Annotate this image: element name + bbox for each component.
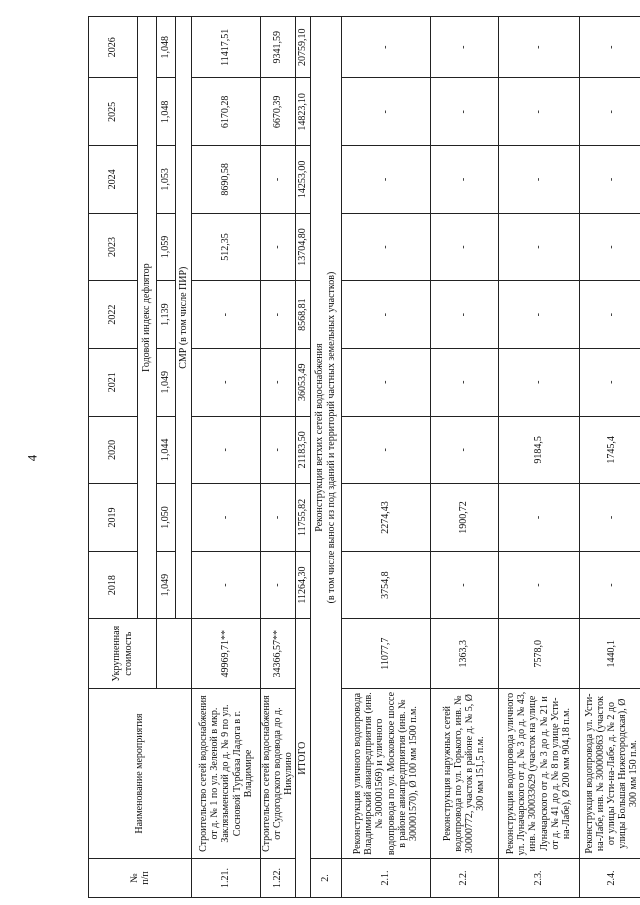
header-year: 2025: [89, 78, 138, 146]
row-value: -: [261, 281, 296, 349]
total-value: 13704,80: [295, 213, 310, 281]
total-value: 11755,82: [295, 484, 310, 552]
row-value: -: [341, 17, 430, 79]
table-row: [341, 17, 430, 898]
row-value: -: [430, 146, 498, 214]
row-value: -: [498, 17, 579, 79]
header-year: 2024: [89, 146, 138, 214]
header-year: 2018: [89, 551, 138, 619]
header-cost: Укрупненная стоимость: [89, 619, 157, 689]
deflator-value: 1,049: [157, 348, 176, 416]
row-name: Строительство сетей водоснабжения от Судогодского водовода до д. Никулино: [261, 689, 296, 859]
row-value: -: [430, 348, 498, 416]
header-year: 2022: [89, 281, 138, 349]
table-row: [498, 17, 579, 898]
table-row: [430, 17, 498, 898]
section-title: [310, 17, 341, 859]
page-number: 4: [24, 454, 40, 462]
header-year: 2026: [89, 17, 138, 79]
row-name: Реконструкция уличного водопровода Владимирский авиапредприятия (инв. № 300001569) и уличного водопровода по ул. Московское шоссе в районе авиапредприятия (инв. № 300001570), Ø 100 мм 1500 п.м.: [341, 689, 430, 859]
row-value: -: [341, 146, 430, 214]
row-value: -: [430, 78, 498, 146]
row-value: -: [261, 416, 296, 484]
row-value: 1900,72: [430, 484, 498, 552]
section-row: [310, 17, 341, 898]
row-value: -: [579, 551, 640, 619]
header-name: Наименование мероприятия: [89, 689, 192, 859]
row-value: -: [498, 348, 579, 416]
section-title-sub: (в том числе вынос из под зданий и территорий частных земельных участков): [325, 271, 337, 604]
row-cost: 1363,3: [430, 619, 498, 689]
total-value: 8568,81: [295, 281, 310, 349]
row-value: -: [261, 146, 296, 214]
row-value: -: [192, 551, 261, 619]
row-value: -: [579, 17, 640, 79]
row-value: -: [498, 78, 579, 146]
row-value: 6670,39: [261, 78, 296, 146]
row-no: 1.21.: [192, 859, 261, 898]
row-no: 1.22.: [261, 859, 296, 898]
table-row: [192, 17, 261, 898]
row-value: -: [579, 281, 640, 349]
row-cost: 1440,1: [579, 619, 640, 689]
row-value: -: [192, 281, 261, 349]
row-value: -: [192, 348, 261, 416]
total-value: 21183,50: [295, 416, 310, 484]
row-value: -: [579, 484, 640, 552]
table-row: [579, 17, 640, 898]
row-value: 11417,51: [192, 17, 261, 79]
table-row: [261, 17, 296, 898]
row-cost: 7578,0: [498, 619, 579, 689]
row-name: Реконструкция водопровода ул. Усти-на-Лабе, инв. № 300000863 (участок от улицы Усти-на-Лабе, д. № 2 до улицы Большая Нижегородская), Ø 300 мм 150 п.м.: [579, 689, 640, 859]
row-value: -: [341, 213, 430, 281]
row-value: 3754,8: [341, 551, 430, 619]
row-value: -: [430, 281, 498, 349]
row-value: -: [261, 551, 296, 619]
deflator-value: 1,053: [157, 146, 176, 214]
smr-label: СМР (в том числе ПИР): [176, 17, 192, 619]
deflator-value: 1,048: [157, 17, 176, 79]
header-year: 2023: [89, 213, 138, 281]
header-no: № п/п: [89, 859, 192, 898]
row-value: 2274,43: [341, 484, 430, 552]
row-value: -: [579, 78, 640, 146]
row-value: -: [498, 213, 579, 281]
investment-table-sheet: [88, 16, 640, 898]
row-no: 2.3.: [498, 859, 579, 898]
total-value: 11264,30: [295, 551, 310, 619]
deflator-value: 1,044: [157, 416, 176, 484]
deflator-value: 1,059: [157, 213, 176, 281]
row-name: Строительство сетей водоснабжения от д. № 1 по ул. Зеленой в мкр. Заклязьменский до д. № 9 по ул. Сосновой Турбаза Ладога в г. Владимире: [192, 689, 261, 859]
row-value: -: [341, 348, 430, 416]
row-value: -: [498, 551, 579, 619]
row-value: -: [192, 416, 261, 484]
total-value: 14823,10: [295, 78, 310, 146]
header-year: 2021: [89, 348, 138, 416]
row-value: -: [430, 416, 498, 484]
section-no: 2.: [310, 859, 341, 898]
row-value: 9184,5: [498, 416, 579, 484]
row-value: -: [430, 551, 498, 619]
row-no: 2.2.: [430, 859, 498, 898]
section-title-main: Реконструкция ветхих сетей водоснабжения: [314, 343, 326, 532]
row-value: -: [341, 281, 430, 349]
row-value: 8690,58: [192, 146, 261, 214]
row-cost: 34366,57**: [261, 619, 296, 689]
row-value: -: [192, 484, 261, 552]
row-value: -: [341, 78, 430, 146]
row-value: 512,35: [192, 213, 261, 281]
deflator-label: Годовой индекс дефлятор: [138, 17, 157, 619]
row-value: -: [261, 213, 296, 281]
row-value: -: [430, 17, 498, 79]
row-cost: 49969,71**: [192, 619, 261, 689]
total-label: ИТОГО: [295, 619, 310, 898]
deflator-value: 1,050: [157, 484, 176, 552]
row-value: 9341,59: [261, 17, 296, 79]
row-name: Реконструкция водопровода уличного ул. Луначарского от д. № 3 до д. № 43, инв. № 300033629 (участок на улице Луначарского от д. № 3 до д. № 21 и от д. № 41 до д. № 8 по улице Усти-на-Лабе), Ø 200 мм 904,18 п.м.: [498, 689, 579, 859]
row-value: -: [498, 484, 579, 552]
total-value: 36053,49: [295, 348, 310, 416]
row-value: -: [579, 213, 640, 281]
row-value: -: [498, 146, 579, 214]
row-value: -: [341, 416, 430, 484]
header-year: 2020: [89, 416, 138, 484]
row-value: -: [579, 348, 640, 416]
investment-table: [88, 16, 640, 898]
header-cost-blank: [157, 619, 192, 689]
row-no: 2.4.: [579, 859, 640, 898]
row-name: Реконструкция наружных сетей водопровода по ул. Горького, инв. № 30000772, участок в районе д. № 5, Ø 300 мм 151,5 п.м.: [430, 689, 498, 859]
deflator-value: 1,139: [157, 281, 176, 349]
row-value: -: [261, 484, 296, 552]
header-year: 2019: [89, 484, 138, 552]
row-value: -: [430, 213, 498, 281]
deflator-value: 1,048: [157, 78, 176, 146]
row-value: 1745,4: [579, 416, 640, 484]
row-value: 6170,28: [192, 78, 261, 146]
total-value: 14253,00: [295, 146, 310, 214]
total-value: 20759,10: [295, 17, 310, 79]
row-no: 2.1.: [341, 859, 430, 898]
row-value: -: [261, 348, 296, 416]
total-row: [295, 17, 310, 898]
row-cost: 11077,7: [341, 619, 430, 689]
row-value: -: [579, 146, 640, 214]
row-value: -: [498, 281, 579, 349]
deflator-value: 1,049: [157, 551, 176, 619]
